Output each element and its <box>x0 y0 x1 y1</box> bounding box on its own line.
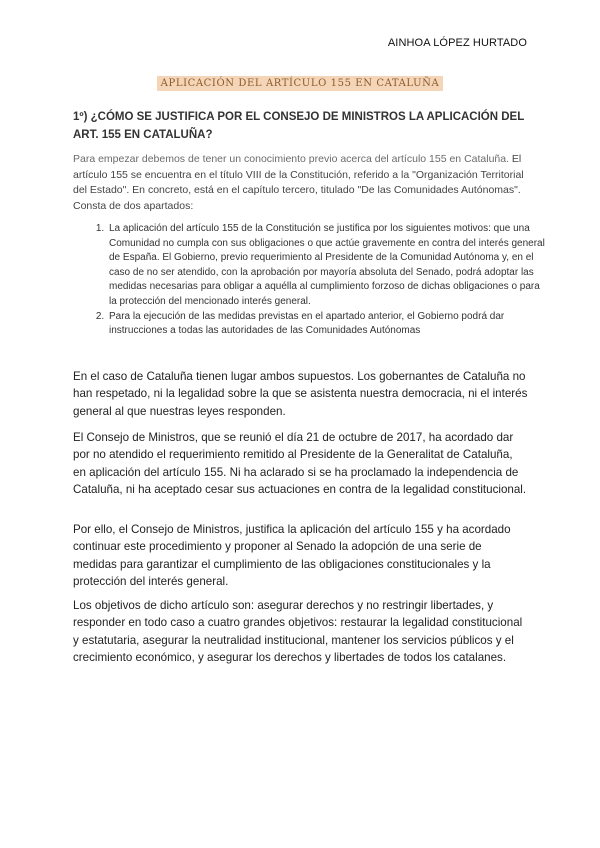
intro-paragraph <box>73 152 533 214</box>
body-paragraph: El Consejo de Ministros, que se reunió el día 21 de octubre de 2017, ha acordado dar por no atendido el requerimiento remitido al Presidente de la Generalitat de Cataluña, en aplicación del artículo 155. Ni ha aclarado si se ha proclamado la independencia de Cataluña, ni ha aceptado cesar sus actuaciones en contra de la legalidad constitucional. <box>73 431 527 496</box>
body-paragraph: En el caso de Cataluña tienen lugar ambos supuestos. Los gobernantes de Cataluña no han respetado, ni la legalidad sobre la que se asistenta nuestra democracia, ni el interés general al que nuestras leyes responden. <box>73 370 528 418</box>
body-paragraph: Los objetivos de dicho artículo son: asegurar derechos y no restringir libertades, y responder en todo caso a cuatro grandes objetivos: restaurar la legalidad constitucional y estatutaria, asegurar la neutralidad institucional, mantener los servicios públicos y el crecimiento económico, y asegurar los derechos y libertades de todos los catalanes. <box>73 599 523 664</box>
intro-lead: Para empezar debemos de tener un conocimiento previo acerca del artículo 155 en Cataluña. <box>73 153 510 165</box>
document-title: APLICACIÓN DEL ARTÍCULO 155 EN CATALUÑA <box>157 76 444 91</box>
document-title-wrap <box>0 73 600 91</box>
list-item: 1. La aplicación del artículo 155 de la Constitución se justifica por los siguientes motivos: que una Comunidad no cumpla con sus obligaciones o que actúe gravemente en contra del interés general de España. El Gobierno, previo requerimiento al Presidente de la Comunidad Autónoma y, en el caso de no ser atendido, con la aprobación por mayoría absoluta del Senado, podrá adoptar las medidas necesarias para obligar a aquélla al cumplimiento forzoso de dichas obligaciones o para la protección del mencionado interés general. <box>107 222 547 310</box>
intro-rest: El artículo 155 se encuentra en el título VIII de la Constitución, referido a la "Organización Territorial del Estado". En concreto, está en el capítulo tercero, titulado "De las Comunidades Autónomas". Consta de dos apartados: <box>73 153 524 212</box>
author-name: AINHOA LÓPEZ HURTADO <box>387 37 527 49</box>
question-heading: 1º) ¿CÓMO SE JUSTIFICA POR EL CONSEJO DE MINISTROS LA APLICACIÓN DEL ART. 155 EN CATALUÑA? <box>73 111 525 141</box>
list-item: 2. Para la ejecución de las medidas previstas en el apartado anterior, el Gobierno podrá dar instrucciones a todas las autoridades de las Comunidades Autónomas <box>107 310 547 339</box>
body-paragraph: Por ello, el Consejo de Ministros, justifica la aplicación del artículo 155 y ha acordado continuar este procedimiento y proponer al Senado la adopción de una serie de medidas para garantizar el cumplimiento de las obligaciones constitucionales y la protección del interés general. <box>73 523 511 588</box>
article-list <box>73 222 547 339</box>
